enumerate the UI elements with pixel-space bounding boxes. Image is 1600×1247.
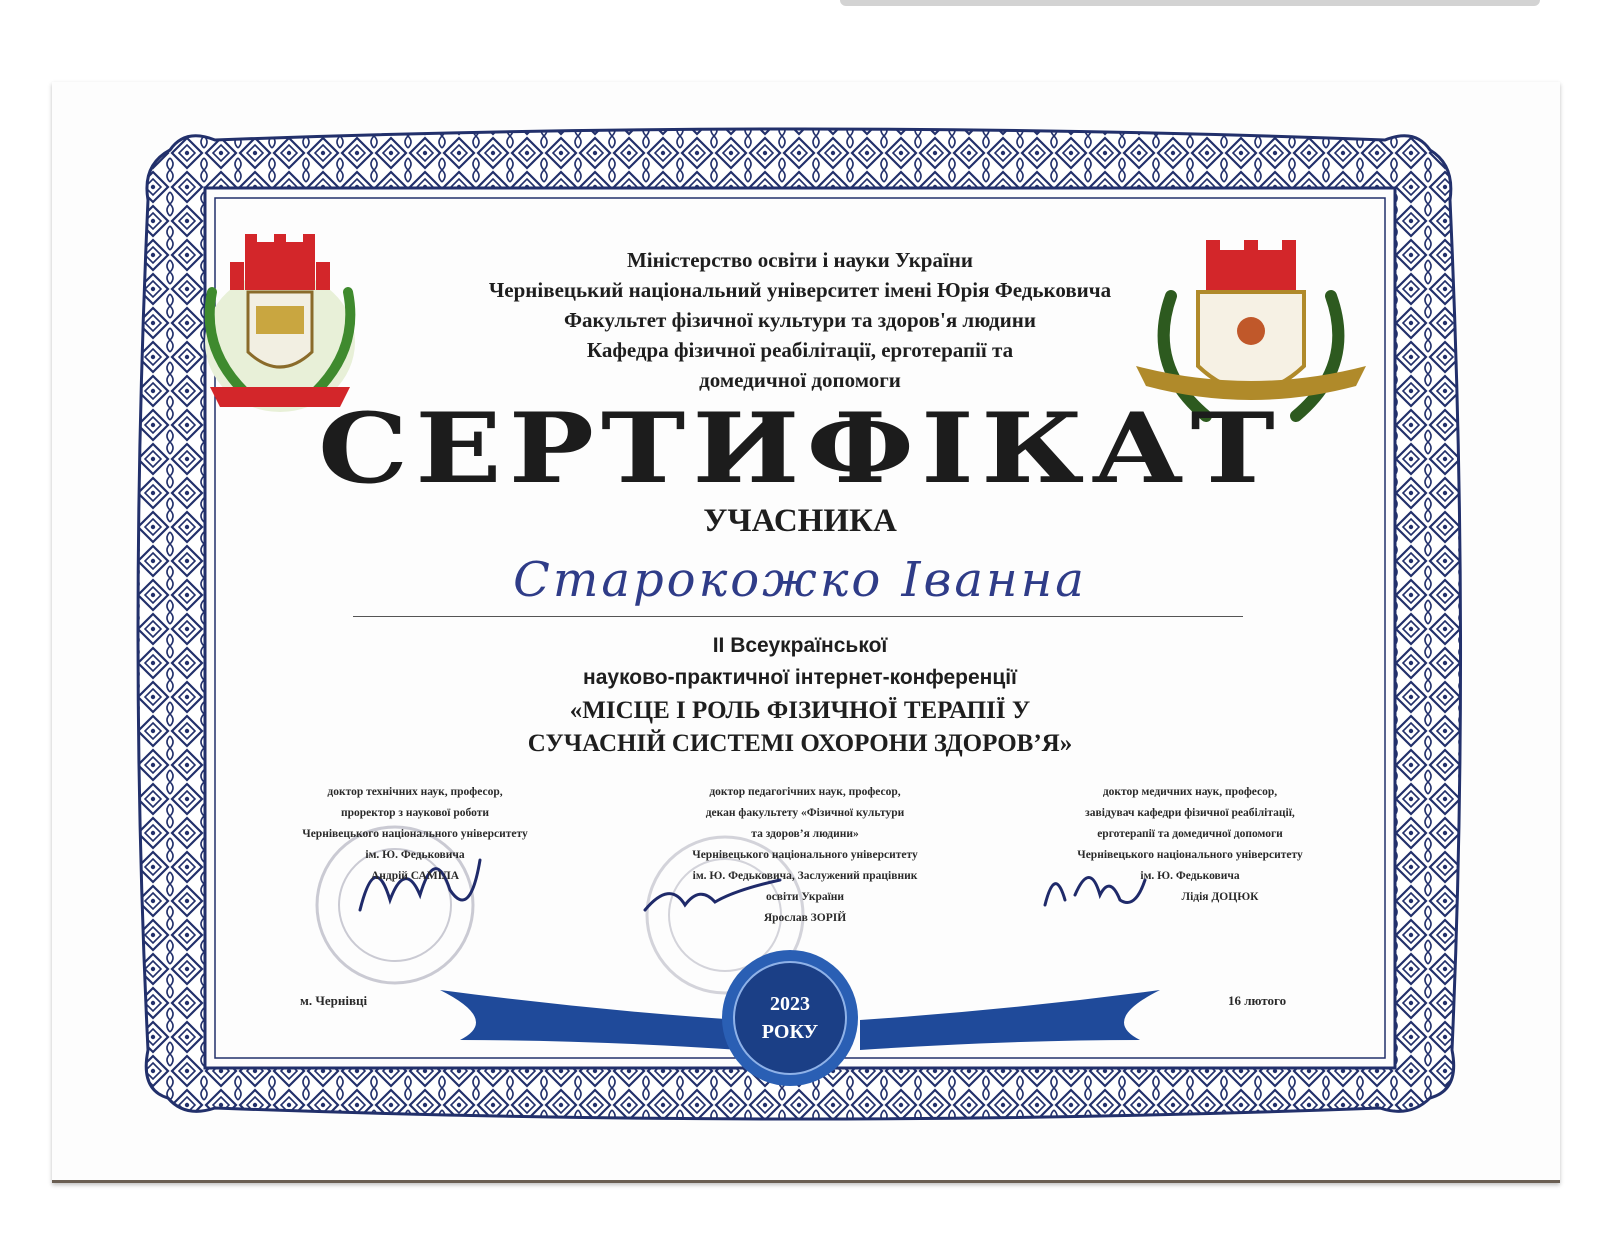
signatory-3-degree: доктор медичних наук, професор, — [1102, 786, 1278, 798]
signatory-2-name: Ярослав ЗОРІЙ — [763, 912, 847, 924]
event-description — [400, 630, 1200, 760]
signatory-3-university-name: ім. Ю. Федьковича — [1140, 870, 1240, 882]
signatory-2-degree: доктор педагогічних наук, професор, — [709, 786, 901, 798]
signatory-block-1 — [260, 782, 570, 887]
header-ministry: Міністерство освіти і науки України — [626, 248, 974, 272]
certificate-title: СЕРТИФІКАТ — [318, 392, 1282, 505]
signatory-2-title: ім. Ю. Федьковича, Заслужений працівник — [692, 870, 918, 882]
event-line-1: ІІ Всеукраїнської — [712, 634, 888, 657]
signatory-2-faculty: та здоров’я людини» — [751, 828, 859, 840]
signatory-1-university: Чернівецького національного університету — [302, 828, 528, 840]
header-department: Кафедра фізичної реабілітації, ерготерапії та — [586, 338, 1014, 362]
signatory-block-2 — [650, 782, 960, 929]
seal-year: 2023 — [770, 993, 810, 1015]
certificate-subtitle: УЧАСНИКА — [703, 503, 897, 539]
signatory-1-degree: доктор технічних наук, професор, — [327, 786, 503, 798]
event-line-4: СУЧАСНІЙ СИСТЕМІ ОХОРОНИ ЗДОРОВ’Я» — [527, 730, 1073, 757]
signatory-2-title-cont: освіти України — [765, 891, 845, 903]
seal-label — [720, 948, 860, 1088]
recipient-name: Старокожко Іванна — [513, 552, 1087, 608]
signatory-3-department: ерготерапії та домедичної допомоги — [1097, 828, 1283, 840]
signatory-1-position: проректор з наукової роботи — [341, 807, 489, 819]
signatory-3-name: Лідія ДОЦЮК — [1181, 891, 1259, 903]
signatory-2-position: декан факультету «Фізичної культури — [705, 807, 905, 819]
name-underline — [353, 616, 1243, 617]
signatory-3-position: завідувач кафедри фізичної реабілітації, — [1085, 807, 1295, 819]
seal-word: РОКУ — [761, 1021, 819, 1043]
header-university: Чернівецький національний університет імені Юрія Федьковича — [488, 278, 1112, 302]
date-label: 16 лютого — [1228, 993, 1287, 1008]
signatory-3-university: Чернівецького національного університету — [1077, 849, 1303, 861]
signatory-2-university: Чернівецького національного університету — [692, 849, 918, 861]
signatory-block-3 — [1030, 782, 1350, 908]
signatory-1-name: Андрій САМІЛА — [370, 870, 460, 882]
event-line-3: «МІСЦЕ І РОЛЬ ФІЗИЧНОЇ ТЕРАПІЇ У — [569, 697, 1031, 724]
city-label: м. Чернівці — [300, 993, 368, 1008]
institution-header — [360, 245, 1240, 395]
header-department-cont: домедичної допомоги — [699, 368, 901, 392]
event-line-2: науково-практичної інтернет-конференції — [583, 666, 1017, 689]
header-faculty: Факультет фізичної культури та здоров'я людини — [564, 308, 1036, 332]
signatory-1-university-name: ім. Ю. Федьковича — [365, 849, 465, 861]
